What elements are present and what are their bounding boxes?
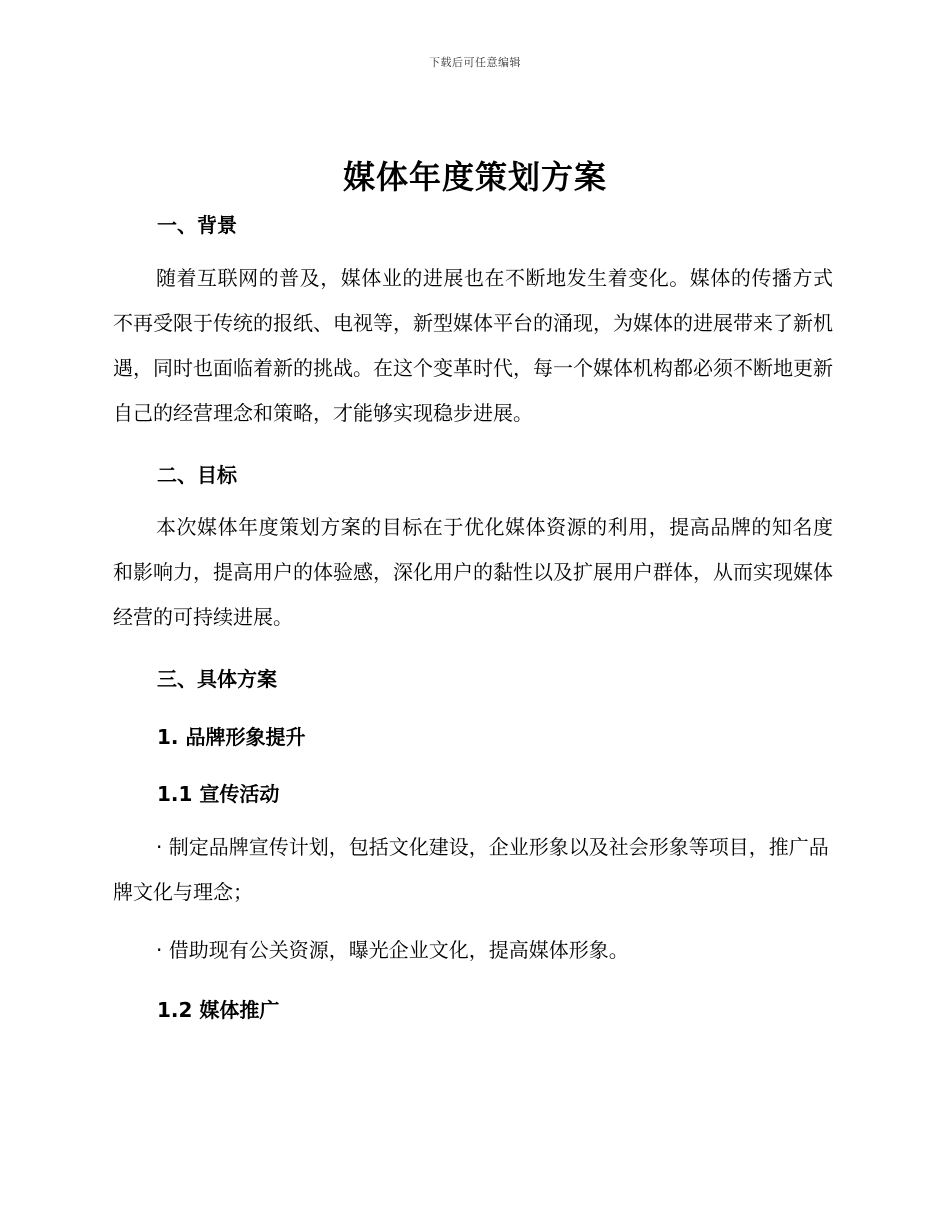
subsection-heading-brand-image: 1. 品牌形象提升 (157, 725, 306, 749)
bullet-item: · 制定品牌宣传计划，包括文化建设，企业形象以及社会形象等项目，推广品牌文化与理念； (113, 835, 829, 904)
subsection-heading-promotion-activities: 1.1 宣传活动 (157, 782, 280, 806)
subsection-heading-media-promotion: 1.2 媒体推广 (157, 998, 280, 1022)
header-note: 下载后可任意编辑 (429, 56, 521, 69)
section-heading-plan: 三、具体方案 (157, 667, 277, 691)
section-heading-background: 一、背景 (157, 213, 237, 237)
bullet-item: · 借助现有公关资源，曝光企业文化，提高媒体形象。 (156, 938, 629, 962)
background-paragraph: 随着互联网的普及，媒体业的进展也在不断地发生着变化。媒体的传播方式不再受限于传统的报纸、电视等，新型媒体平台的涌现，为媒体的进展带来了新机遇，同时也面临着新的挑战。在这个变革时代，每一个媒体机构都必须不断地更新自己的经营理念和策略，才能够实现稳步进展。 (113, 266, 833, 425)
goal-paragraph: 本次媒体年度策划方案的目标在于优化媒体资源的利用，提高品牌的知名度和影响力，提高用户的体验感，深化用户的黏性以及扩展用户群体，从而实现媒体经营的可持续进展。 (113, 515, 833, 629)
section-heading-goal: 二、目标 (157, 463, 237, 487)
document-title: 媒体年度策划方案 (342, 158, 607, 196)
